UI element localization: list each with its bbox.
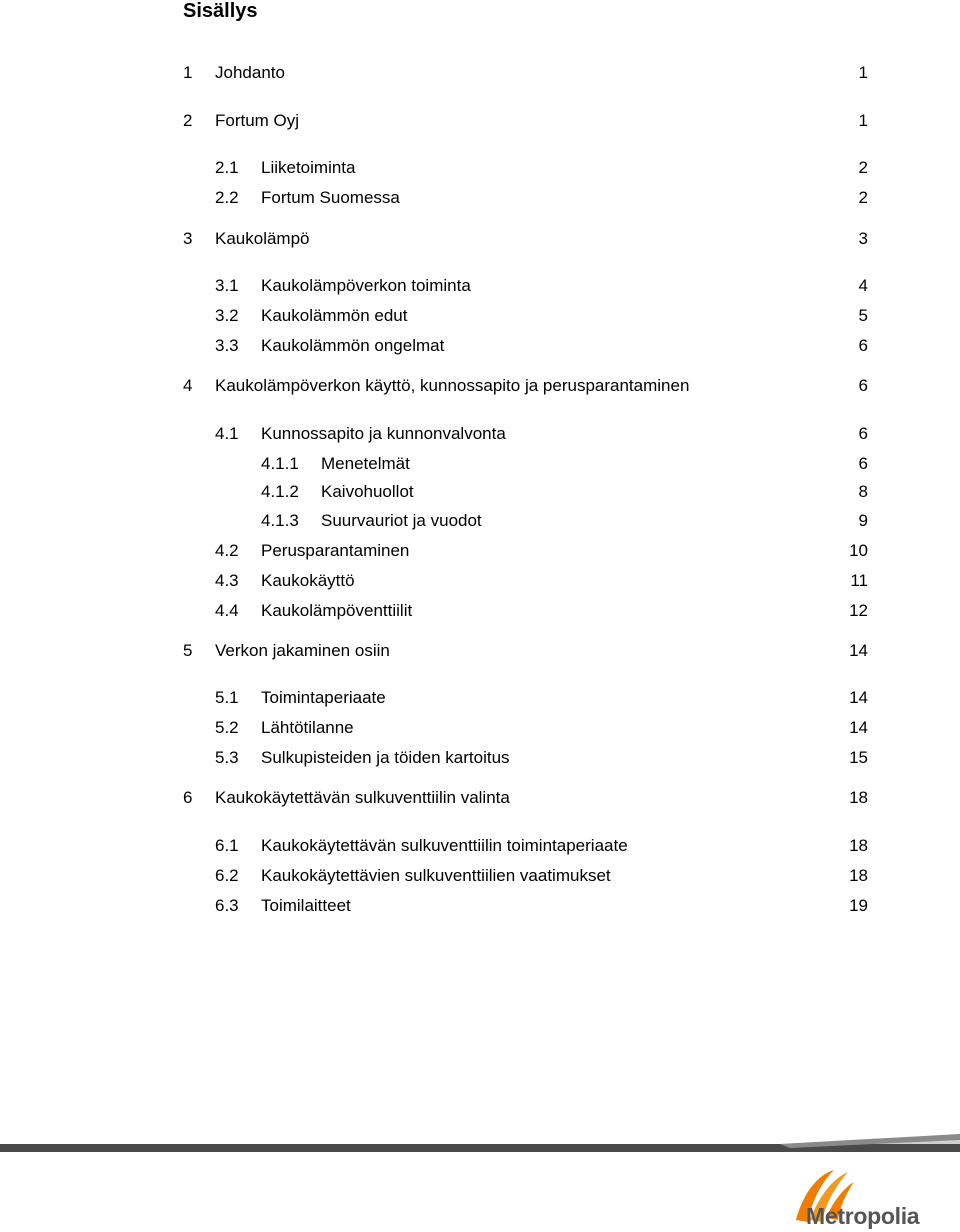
toc-entry[interactable] xyxy=(0,865,960,887)
toc-entry[interactable] xyxy=(0,453,960,475)
toc-entry-label: Kaukokäyttö xyxy=(261,571,355,590)
toc-entry-label: Lähtötilanne xyxy=(261,718,354,737)
toc-entry-label: Toimintaperiaate xyxy=(261,688,386,707)
toc-entry-number: 4.3 xyxy=(215,571,239,590)
toc-entry[interactable] xyxy=(0,62,960,84)
toc-entry-number: 4.1.3 xyxy=(261,511,299,530)
toc-entry-label: Menetelmät xyxy=(321,454,410,473)
toc-entry-page: 2 xyxy=(858,188,868,207)
toc-entry-number: 4.1.1 xyxy=(261,454,299,473)
toc-entry-label: Kaukolämpö xyxy=(215,229,310,248)
metropolia-wordmark: Metropolia xyxy=(806,1203,920,1229)
toc-entry-number: 3.2 xyxy=(215,306,239,325)
toc-entry-page: 14 xyxy=(849,718,868,737)
toc-entry-page: 10 xyxy=(849,541,868,560)
toc-entry-label: Sulkupisteiden ja töiden kartoitus xyxy=(261,748,510,767)
toc-entry[interactable] xyxy=(0,540,960,562)
footer-band xyxy=(0,1132,960,1154)
toc-entry[interactable] xyxy=(0,110,960,132)
toc-entry-number: 1 xyxy=(183,63,193,82)
toc-entry[interactable] xyxy=(0,335,960,357)
toc-entry-page: 8 xyxy=(858,482,868,501)
toc-entry-page: 12 xyxy=(849,601,868,620)
toc-entry[interactable] xyxy=(0,600,960,622)
toc-entry-label: Kaukolämpöventtiilit xyxy=(261,601,413,620)
toc-entry-label: Perusparantaminen xyxy=(261,541,410,560)
toc-entry-label: Kaivohuollot xyxy=(321,482,414,501)
toc-entry-page: 18 xyxy=(849,788,868,807)
toc-entry[interactable] xyxy=(0,275,960,297)
toc-entry[interactable] xyxy=(0,570,960,592)
toc-entry-page: 18 xyxy=(849,866,868,885)
toc-entry-label: Kaukokäytettävän sulkuventtiilin valinta xyxy=(215,788,510,807)
toc-entry-number: 4.1 xyxy=(215,424,239,443)
toc-entry-page: 18 xyxy=(849,836,868,855)
toc-entry-page: 14 xyxy=(849,641,868,660)
toc-entry-page: 14 xyxy=(849,688,868,707)
toc-entry-number: 6.3 xyxy=(215,896,239,915)
toc-entry-label: Liiketoiminta xyxy=(261,158,356,177)
toc-entry-number: 5.3 xyxy=(215,748,239,767)
toc-entry[interactable] xyxy=(0,423,960,445)
toc-entry-label: Kaukolämpöverkon toiminta xyxy=(261,276,471,295)
toc-entry-number: 2.1 xyxy=(215,158,239,177)
toc-entry-label: Kaukolämmön ongelmat xyxy=(261,336,445,355)
toc-entry-page: 6 xyxy=(858,376,868,395)
toc-entry-label: Kaukokäytettävän sulkuventtiilin toimintaperiaate xyxy=(261,836,628,855)
toc-entry[interactable] xyxy=(0,747,960,769)
toc-entry[interactable] xyxy=(0,305,960,327)
toc-entry-page: 6 xyxy=(858,336,868,355)
toc-entry-page: 19 xyxy=(849,896,868,915)
toc-entry-label: Kaukokäytettävien sulkuventtiilien vaatimukset xyxy=(261,866,611,885)
toc-entry-number: 5 xyxy=(183,641,193,660)
toc-entry-page: 1 xyxy=(858,63,868,82)
toc-entry-number: 2.2 xyxy=(215,188,239,207)
toc-entry-page: 2 xyxy=(858,158,868,177)
toc-entry-number: 4.2 xyxy=(215,541,239,560)
toc-entry-page: 1 xyxy=(858,111,868,130)
toc-entry-page: 9 xyxy=(858,511,868,530)
toc-entry-label: Suurvauriot ja vuodot xyxy=(321,511,482,530)
toc-entry-number: 4 xyxy=(183,376,193,395)
toc-entry-page: 6 xyxy=(858,424,868,443)
toc-entry[interactable] xyxy=(0,717,960,739)
toc-entry[interactable] xyxy=(0,375,960,397)
toc-entry-label: Kaukolämmön edut xyxy=(261,306,408,325)
toc-entry-page: 5 xyxy=(858,306,868,325)
toc-entry-number: 3 xyxy=(183,229,193,248)
toc-entry-number: 4.4 xyxy=(215,601,239,620)
toc-entry-page: 3 xyxy=(858,229,868,248)
page-title: Sisällys xyxy=(183,0,258,22)
toc-entry[interactable] xyxy=(0,687,960,709)
toc-entry-page: 11 xyxy=(850,571,868,590)
toc-entry[interactable] xyxy=(0,787,960,809)
toc-entry-label: Fortum Oyj xyxy=(215,111,300,130)
toc-entry-label: Toimilaitteet xyxy=(261,896,351,915)
toc-entry-number: 4.1.2 xyxy=(261,482,299,501)
toc-entry-label: Fortum Suomessa xyxy=(261,188,400,207)
toc-entry-number: 6.1 xyxy=(215,836,239,855)
toc-entry-page: 4 xyxy=(858,276,868,295)
toc-entry[interactable] xyxy=(0,895,960,917)
toc-entry-page: 6 xyxy=(858,454,868,473)
toc-entry-number: 6 xyxy=(183,788,193,807)
toc-entry[interactable] xyxy=(0,640,960,662)
toc-entry-label: Johdanto xyxy=(215,63,285,82)
toc-entry[interactable] xyxy=(0,481,960,503)
toc-entry-label: Kunnossapito ja kunnonvalvonta xyxy=(261,424,506,443)
toc-entry[interactable] xyxy=(0,510,960,532)
toc-entry-number: 3.1 xyxy=(215,276,239,295)
toc-entry-number: 5.2 xyxy=(215,718,239,737)
toc-entry-number: 3.3 xyxy=(215,336,239,355)
toc-entry-label: Kaukolämpöverkon käyttö, kunnossapito ja perusparantaminen xyxy=(215,376,690,395)
toc-entry[interactable] xyxy=(0,187,960,209)
toc-entry-page: 15 xyxy=(849,748,868,767)
toc-entry[interactable] xyxy=(0,835,960,857)
toc-entry-number: 5.1 xyxy=(215,688,239,707)
toc-entry-number: 2 xyxy=(183,111,193,130)
toc-entry-number: 6.2 xyxy=(215,866,239,885)
toc-entry[interactable] xyxy=(0,228,960,250)
toc-entry-label: Verkon jakaminen osiin xyxy=(215,641,390,660)
toc-entry[interactable] xyxy=(0,157,960,179)
